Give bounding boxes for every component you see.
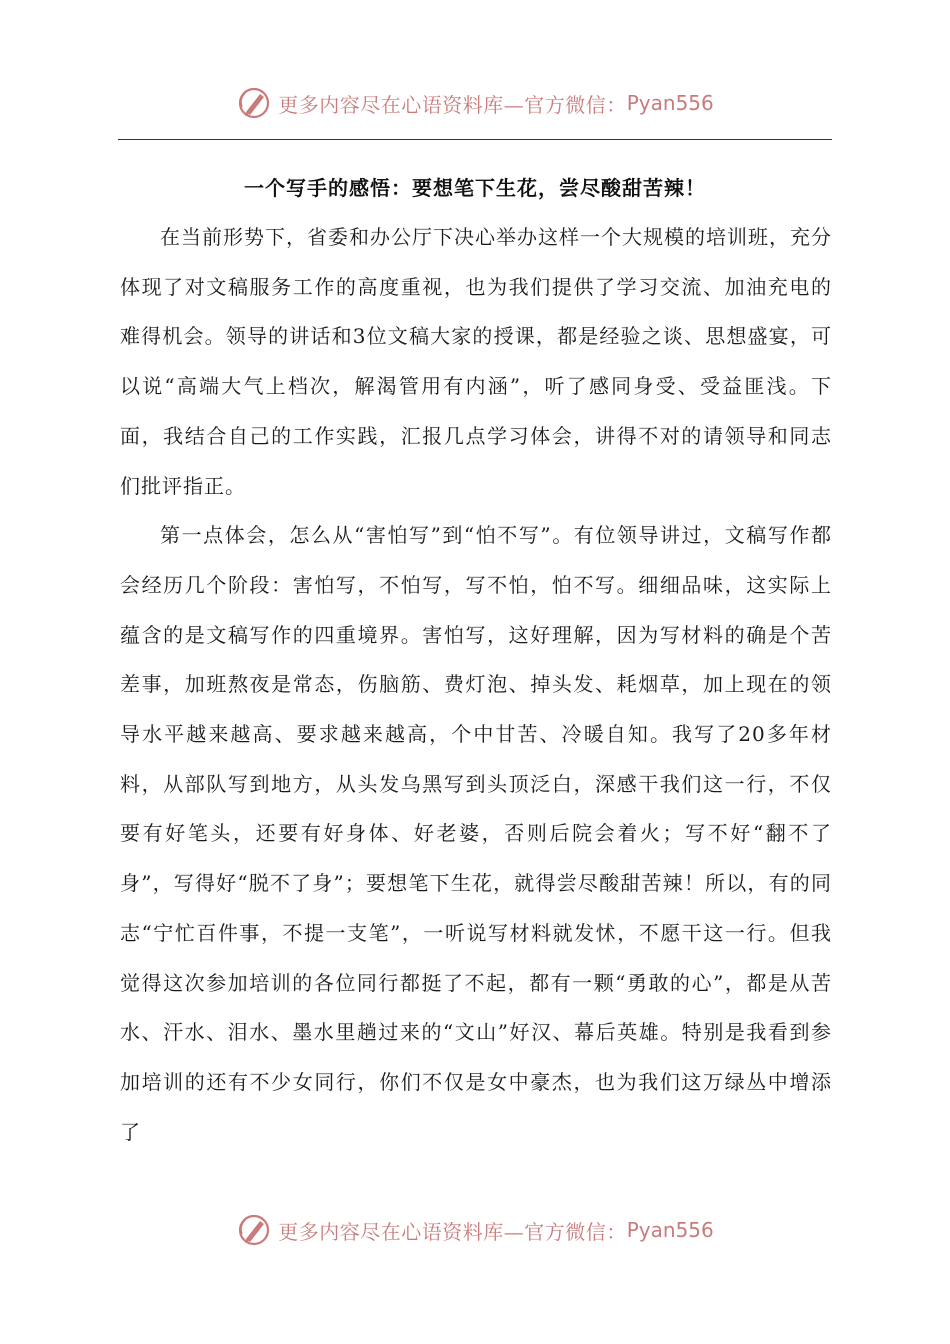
footer-banner — [0, 1210, 950, 1250]
header-divider — [118, 139, 832, 140]
banner-text: 更多内容尽在心语资料库—官方微信： — [278, 92, 627, 117]
document-body — [120, 213, 832, 1157]
banner-wechat-id: Pyan556 — [626, 91, 714, 115]
document-title: 一个写手的感悟：要想笔下生花，尝尽酸甜苦辣！ — [244, 176, 706, 200]
pen-circle-logo-icon — [236, 1212, 272, 1248]
paragraph: 在当前形势下，省委和办公厅下决心举办这样一个大规模的培训班，充分体现了对文稿服务工作的高度重视，也为我们提供了学习交流、加油充电的难得机会。领导的讲话和3位文稿大家的授课，都是经验之谈、思想盛宴，可以说“高端大气上档次，解渴管用有内涵”，听了感同身受、受益匪浅。下面，我结合自己的工作实践，汇报几点学习体会，讲得不对的请领导和同志们批评指正。 — [120, 225, 832, 498]
banner-wechat-id: Pyan556 — [626, 1218, 714, 1242]
pen-circle-logo-icon — [236, 85, 272, 121]
header-banner — [0, 83, 950, 123]
paragraph: 第一点体会，怎么从“害怕写”到“怕不写”。有位领导讲过，文稿写作都会经历几个阶段：害怕写，不怕写，写不怕，怕不写。细细品味，这实际上蕴含的是文稿写作的四重境界。害怕写，这好理解，因为写材料的确是个苦差事，加班熬夜是常态，伤脑筋、费灯泡、掉头发、耗烟草，加上现在的领导水平越来越高、要求越来越高，个中甘苦、冷暖自知。我写了20多年材料，从部队写到地方，从头发乌黑写到头顶泛白，深感干我们这一行，不仅要有好笔头，还要有好身体、好老婆，否则后院会着火；写不好“翻不了身”，写得好“脱不了身”；要想笔下生花，就得尝尽酸甜苦辣！所以，有的同志“宁忙百件事，不提一支笔”，一听说写材料就发怵，不愿干这一行。但我觉得这次参加培训的各位同行都挺了不起，都有一颗“勇敢的心”，都是从苦水、汗水、泪水、墨水里趟过来的“文山”好汉、幕后英雄。特别是我看到参加培训的还有不少女同行，你们不仅是女中豪杰，也为我们这万绿丛中增添了 — [120, 523, 832, 1144]
banner-text: 更多内容尽在心语资料库—官方微信： — [278, 1219, 627, 1244]
